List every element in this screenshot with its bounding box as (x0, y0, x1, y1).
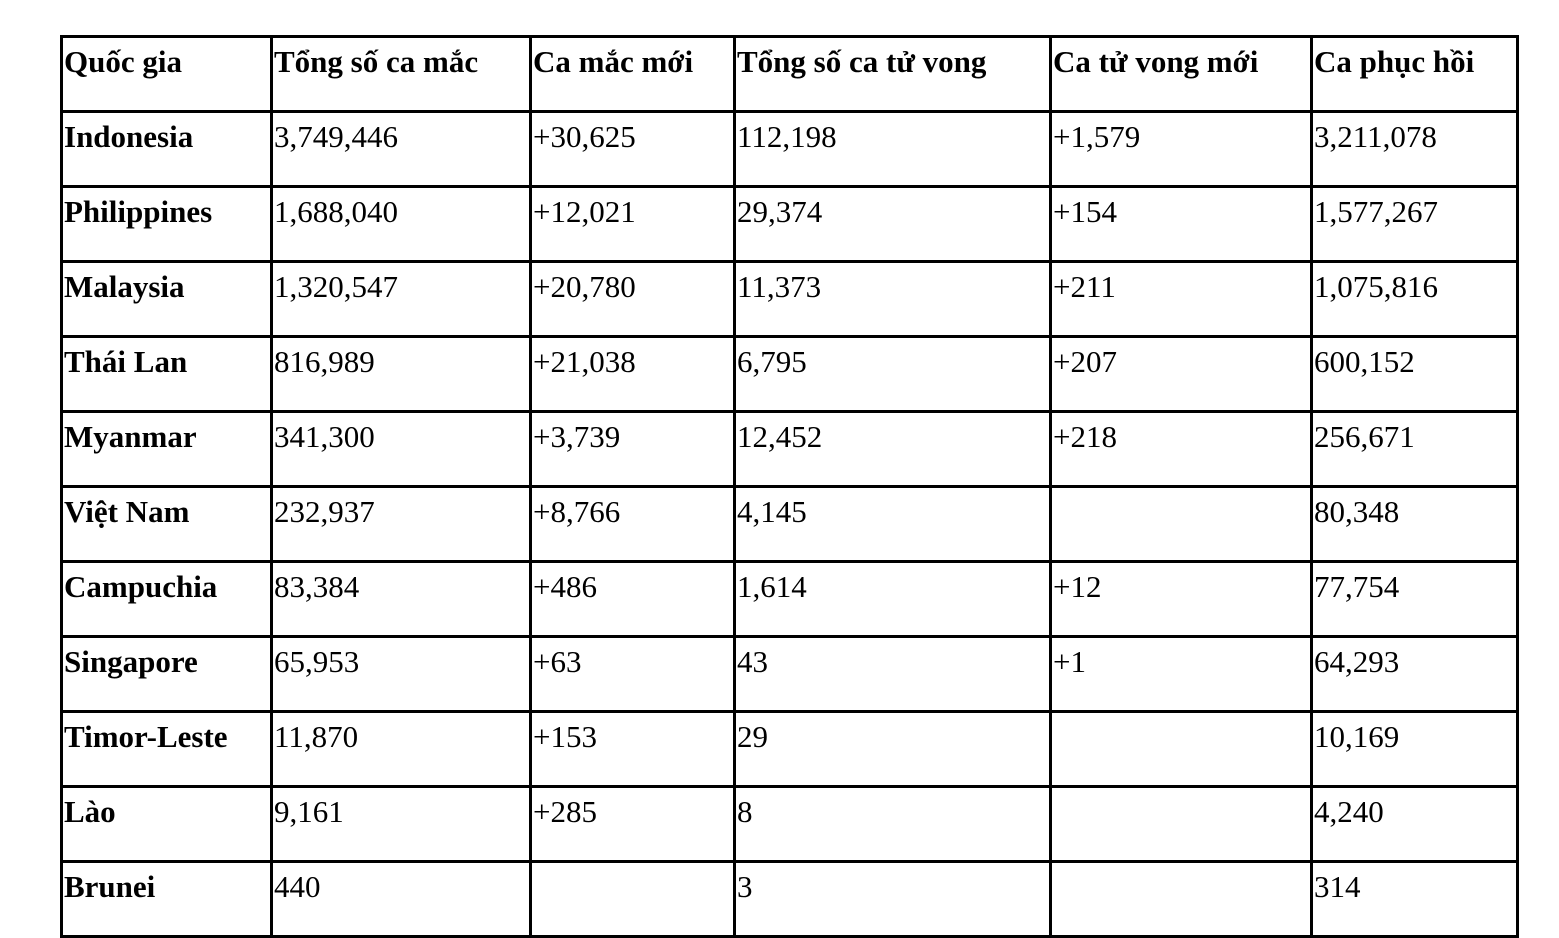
cell-total-deaths: 29 (735, 712, 1051, 787)
table-row (62, 262, 1518, 337)
cell-total-deaths: 4,145 (735, 487, 1051, 562)
table-row (62, 637, 1518, 712)
cell-new-deaths (1051, 712, 1312, 787)
cell-recovered: 314 (1312, 862, 1518, 937)
table-header-row (62, 37, 1518, 112)
cell-total-deaths: 29,374 (735, 187, 1051, 262)
cell-recovered: 64,293 (1312, 637, 1518, 712)
table-row (62, 862, 1518, 937)
cell-new-cases: +20,780 (531, 262, 735, 337)
cell-new-cases: +3,739 (531, 412, 735, 487)
cell-total-deaths: 12,452 (735, 412, 1051, 487)
table-row (62, 337, 1518, 412)
cell-new-deaths (1051, 487, 1312, 562)
cell-country: Việt Nam (62, 487, 272, 562)
cell-country: Timor-Leste (62, 712, 272, 787)
table-row (62, 712, 1518, 787)
cell-new-deaths (1051, 787, 1312, 862)
cell-recovered: 10,169 (1312, 712, 1518, 787)
header-country: Quốc gia (62, 37, 272, 112)
cell-recovered: 1,577,267 (1312, 187, 1518, 262)
cell-total-cases: 11,870 (272, 712, 531, 787)
cell-recovered: 256,671 (1312, 412, 1518, 487)
cell-new-cases: +30,625 (531, 112, 735, 187)
cell-country: Indonesia (62, 112, 272, 187)
cell-total-cases: 9,161 (272, 787, 531, 862)
header-new-cases: Ca mắc mới (531, 37, 735, 112)
cell-country: Myanmar (62, 412, 272, 487)
cell-new-deaths: +218 (1051, 412, 1312, 487)
cell-total-deaths: 112,198 (735, 112, 1051, 187)
cell-total-cases: 83,384 (272, 562, 531, 637)
cell-new-cases: +21,038 (531, 337, 735, 412)
cell-new-cases: +12,021 (531, 187, 735, 262)
cell-new-cases: +153 (531, 712, 735, 787)
table-row (62, 487, 1518, 562)
cell-country: Thái Lan (62, 337, 272, 412)
cell-total-deaths: 3 (735, 862, 1051, 937)
table-row (62, 187, 1518, 262)
covid-asean-table (60, 35, 1519, 938)
cell-total-deaths: 6,795 (735, 337, 1051, 412)
cell-recovered: 4,240 (1312, 787, 1518, 862)
cell-recovered: 600,152 (1312, 337, 1518, 412)
cell-total-cases: 65,953 (272, 637, 531, 712)
cell-new-deaths: +211 (1051, 262, 1312, 337)
cell-total-cases: 816,989 (272, 337, 531, 412)
cell-new-cases: +8,766 (531, 487, 735, 562)
header-recovered: Ca phục hồi (1312, 37, 1518, 112)
cell-country: Singapore (62, 637, 272, 712)
cell-new-cases: +486 (531, 562, 735, 637)
cell-total-cases: 440 (272, 862, 531, 937)
cell-new-deaths: +12 (1051, 562, 1312, 637)
cell-recovered: 3,211,078 (1312, 112, 1518, 187)
cell-total-cases: 1,688,040 (272, 187, 531, 262)
header-new-deaths: Ca tử vong mới (1051, 37, 1312, 112)
header-total-cases: Tổng số ca mắc (272, 37, 531, 112)
covid-asean-table-container (60, 35, 1519, 938)
cell-new-deaths: +1,579 (1051, 112, 1312, 187)
table-row (62, 787, 1518, 862)
cell-country: Lào (62, 787, 272, 862)
cell-total-cases: 1,320,547 (272, 262, 531, 337)
cell-new-deaths: +154 (1051, 187, 1312, 262)
cell-total-cases: 232,937 (272, 487, 531, 562)
cell-recovered: 77,754 (1312, 562, 1518, 637)
cell-country: Malaysia (62, 262, 272, 337)
cell-country: Philippines (62, 187, 272, 262)
cell-total-cases: 341,300 (272, 412, 531, 487)
cell-total-deaths: 11,373 (735, 262, 1051, 337)
cell-recovered: 80,348 (1312, 487, 1518, 562)
cell-new-deaths: +207 (1051, 337, 1312, 412)
table-row (62, 562, 1518, 637)
table-row (62, 412, 1518, 487)
header-total-deaths: Tổng số ca tử vong (735, 37, 1051, 112)
cell-new-deaths (1051, 862, 1312, 937)
cell-total-cases: 3,749,446 (272, 112, 531, 187)
cell-new-cases: +285 (531, 787, 735, 862)
cell-new-deaths: +1 (1051, 637, 1312, 712)
cell-total-deaths: 43 (735, 637, 1051, 712)
cell-total-deaths: 1,614 (735, 562, 1051, 637)
cell-country: Brunei (62, 862, 272, 937)
cell-new-cases (531, 862, 735, 937)
table-row (62, 112, 1518, 187)
cell-country: Campuchia (62, 562, 272, 637)
cell-recovered: 1,075,816 (1312, 262, 1518, 337)
cell-total-deaths: 8 (735, 787, 1051, 862)
cell-new-cases: +63 (531, 637, 735, 712)
